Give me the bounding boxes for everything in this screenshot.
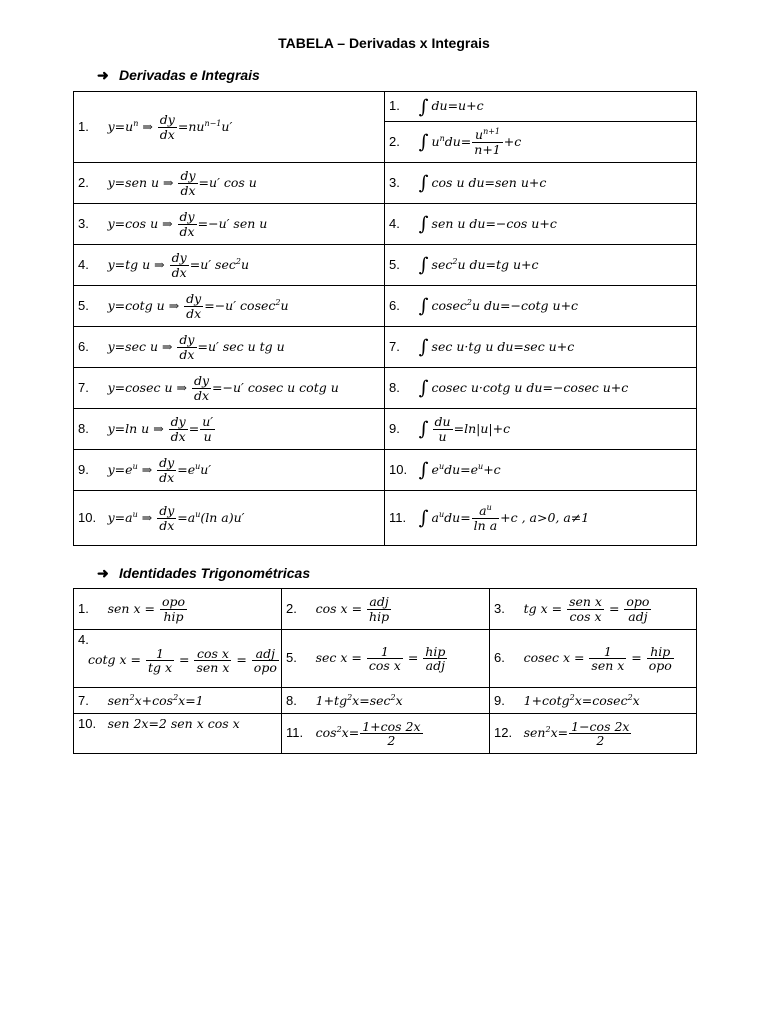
- integral-6: 6. ∫ cosec$^2$u du=−cotg u+c: [385, 286, 697, 327]
- page-title: TABELA – Derivadas x Integrais: [278, 35, 490, 51]
- integral-7: 7. ∫ sec u·tg u du=sec u+c: [385, 327, 697, 368]
- identity-9: 9. 1+cotg$^2$x=cosec$^2$x: [490, 688, 697, 714]
- derivative-1: 1. $y=u^n$ ⇒ $\frac{dy}{dx}$ $=nu^{n-1}u'$: [74, 92, 385, 163]
- derivative-10: 10. $y=a^u$ ⇒ $\frac{dy}{dx}$ $=a^u(\ln$ a)u′: [74, 491, 385, 546]
- section-identidades-trigonometricas: [97, 565, 310, 582]
- trig-identities-table: [73, 588, 697, 754]
- section-title: Derivadas e Integrais: [119, 67, 260, 83]
- identity-10: 10. sen 2x=2 sen x cos x: [74, 714, 282, 754]
- derivatives-integrals-table: [73, 91, 697, 546]
- identity-2: 2. cos x = $\frac{\text{adj}}{\text{hip}}$: [282, 589, 490, 630]
- integral-2: 2. ∫ $u^ndu=$ $\frac{u^{n+1}}{n+1}$ +c: [385, 122, 697, 163]
- integral-9: 9. ∫ $\frac{du}{u}$ =ln|u|+c: [385, 409, 697, 450]
- identity-8: 8. $1+tg^2x=\sec^2x$: [282, 688, 490, 714]
- right-arrow-icon: ➜: [97, 67, 109, 83]
- section-derivadas-integrais: [97, 67, 260, 84]
- derivative-6: 6. y=sec u ⇒ $\frac{dy}{dx}$ =u′ sec u tg u: [74, 327, 385, 368]
- identity-1: 1. sen x = $\frac{\text{opo}}{\text{hip}}$: [74, 589, 282, 630]
- integral-4: 4. ∫ sen u du=−cos u+c: [385, 204, 697, 245]
- section-title: Identidades Trigonométricas: [119, 565, 311, 581]
- integral-1: 1. ∫ du=u+c: [385, 92, 697, 122]
- identity-7: 7. $sen^2x+\cos^2x=1$: [74, 688, 282, 714]
- identity-12: 12. sen$^2$x= $\frac{1-\cos 2x}{2}$: [490, 714, 697, 754]
- derivative-2: 2. y=sen u ⇒ $\frac{dy}{dx}$ =u′ cos u: [74, 163, 385, 204]
- integral-10: 10. ∫ $e^udu=e^u+c$: [385, 450, 697, 491]
- integral-11: 11. ∫ $a^udu=$ $\frac{a^u}{\text{ln a}}$ +c , a>0, a≠1: [385, 491, 697, 546]
- derivative-5: 5. y=cotg u ⇒ $\frac{dy}{dx}$ =−u′ cosec$^2$u: [74, 286, 385, 327]
- integral-3: 3. ∫ cos u du=sen u+c: [385, 163, 697, 204]
- identity-4: 4. cotg x = $\frac{1}{\text{tg x}}$ = $\frac{\text{cos x}}{\text{sen x}}$ = $\frac{\text{adj}}{\text{opo}}$: [74, 630, 282, 688]
- right-arrow-icon: ➜: [97, 565, 109, 581]
- identity-5: 5. sec x = $\frac{1}{\text{cos x}}$ = $\frac{\text{hip}}{\text{adj}}$: [282, 630, 490, 688]
- integral-5: 5. ∫ $\sec^2u$ du=tg u+c: [385, 245, 697, 286]
- identity-3: 3. tg x = $\frac{\text{sen x}}{\text{cos x}}$ = $\frac{\text{opo}}{\text{adj}}$: [490, 589, 697, 630]
- integral-8: 8. ∫ cosec u·cotg u du=−cosec u+c: [385, 368, 697, 409]
- derivative-8: 8. y=ln u ⇒ $\frac{dy}{dx}$ = $\frac{u'}{u}$: [74, 409, 385, 450]
- identity-6: 6. cosec x = $\frac{1}{\text{sen x}}$ = $\frac{\text{hip}}{\text{opo}}$: [490, 630, 697, 688]
- derivative-7: 7. y=cosec u ⇒ $\frac{dy}{dx}$ =−u′ cosec u cotg u: [74, 368, 385, 409]
- derivative-9: 9. $y=e^u$ ⇒ $\frac{dy}{dx}$ $=e^uu'$: [74, 450, 385, 491]
- derivative-3: 3. y=cos u ⇒ $\frac{dy}{dx}$ =−u′ sen u: [74, 204, 385, 245]
- derivative-4: 4. y=tg u ⇒ $\frac{dy}{dx}$ =u′ $\sec^2u$: [74, 245, 385, 286]
- identity-11: 11. $\cos^2x=$ $\frac{1+\cos 2x}{2}$: [282, 714, 490, 754]
